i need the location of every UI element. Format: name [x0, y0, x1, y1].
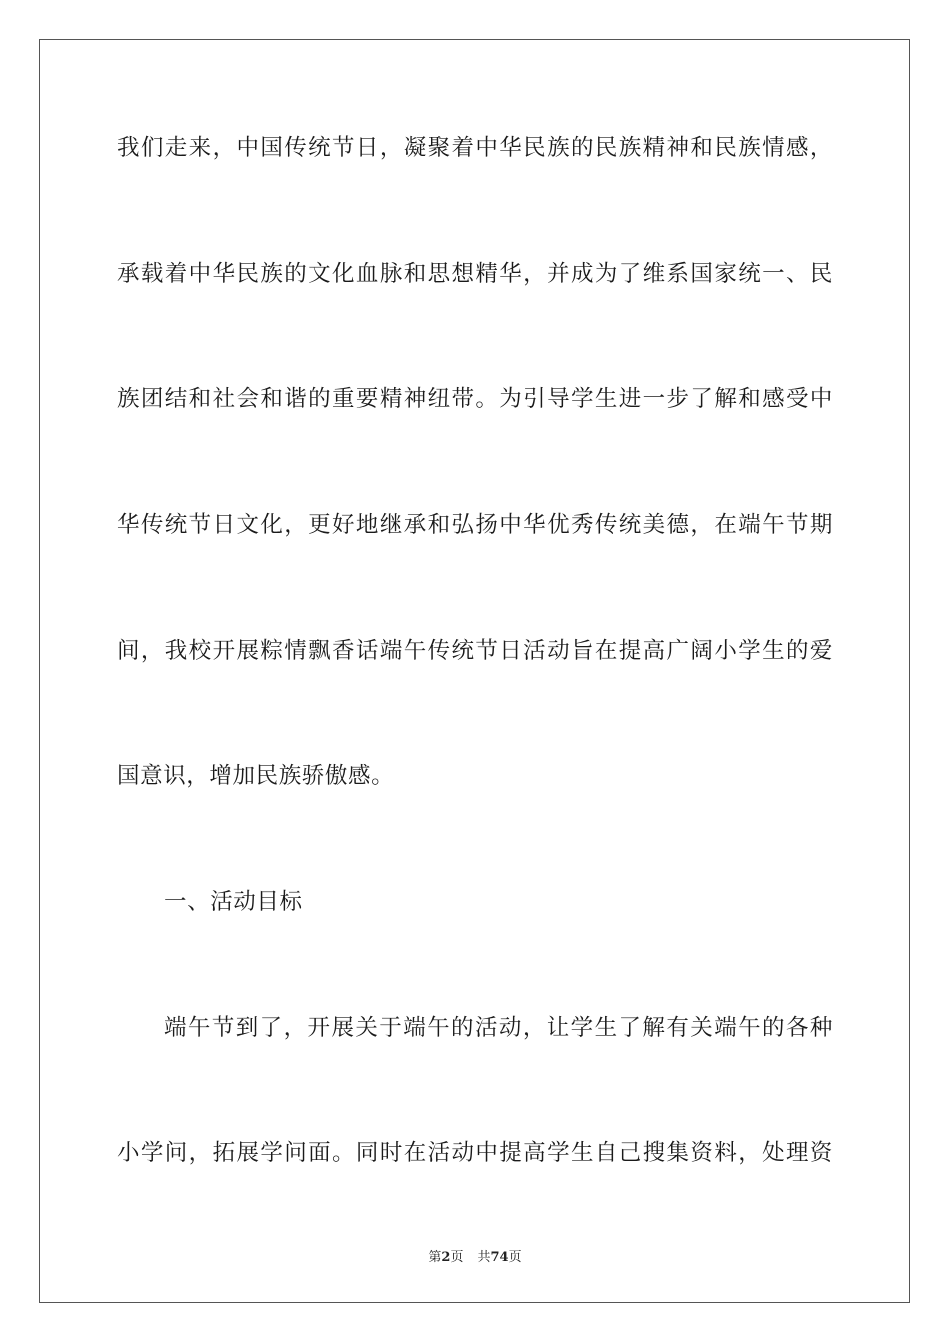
page-number: 2 — [441, 1250, 451, 1265]
page-prefix: 第 — [428, 1250, 442, 1265]
total-pages: 74 — [490, 1250, 509, 1265]
body-line-4: 华传统节日文化，更好地继承和弘扬中华优秀传统美德，在端午节期 — [117, 512, 833, 538]
body-line-9: 小学问，拓展学问面。同时在活动中提高学生自己搜集资料，处理资 — [117, 1140, 833, 1166]
body-line-8: 端午节到了，开展关于端午的活动，让学生了解有关端午的各种 — [164, 1015, 833, 1041]
body-line-2: 承载着中华民族的文化血脉和思想精华，并成为了维系国家统一、民 — [117, 261, 833, 287]
body-line-3: 族团结和社会和谐的重要精神纽带。为引导学生进一步了解和感受中 — [117, 386, 833, 412]
page-suffix: 页 — [450, 1250, 464, 1265]
section-heading: 一、活动目标 — [164, 889, 303, 915]
body-line-1: 我们走来，中国传统节日，凝聚着中华民族的民族精神和民族情感， — [117, 135, 833, 161]
page-footer — [0, 1246, 950, 1265]
total-suffix: 页 — [508, 1250, 522, 1265]
body-line-5: 间，我校开展粽情飘香话端午传统节日活动旨在提高广阔小学生的爱 — [117, 638, 833, 664]
page-border — [39, 39, 910, 1303]
total-prefix: 共 — [477, 1250, 491, 1265]
body-line-6: 国意识，增加民族骄傲感。 — [117, 763, 395, 789]
